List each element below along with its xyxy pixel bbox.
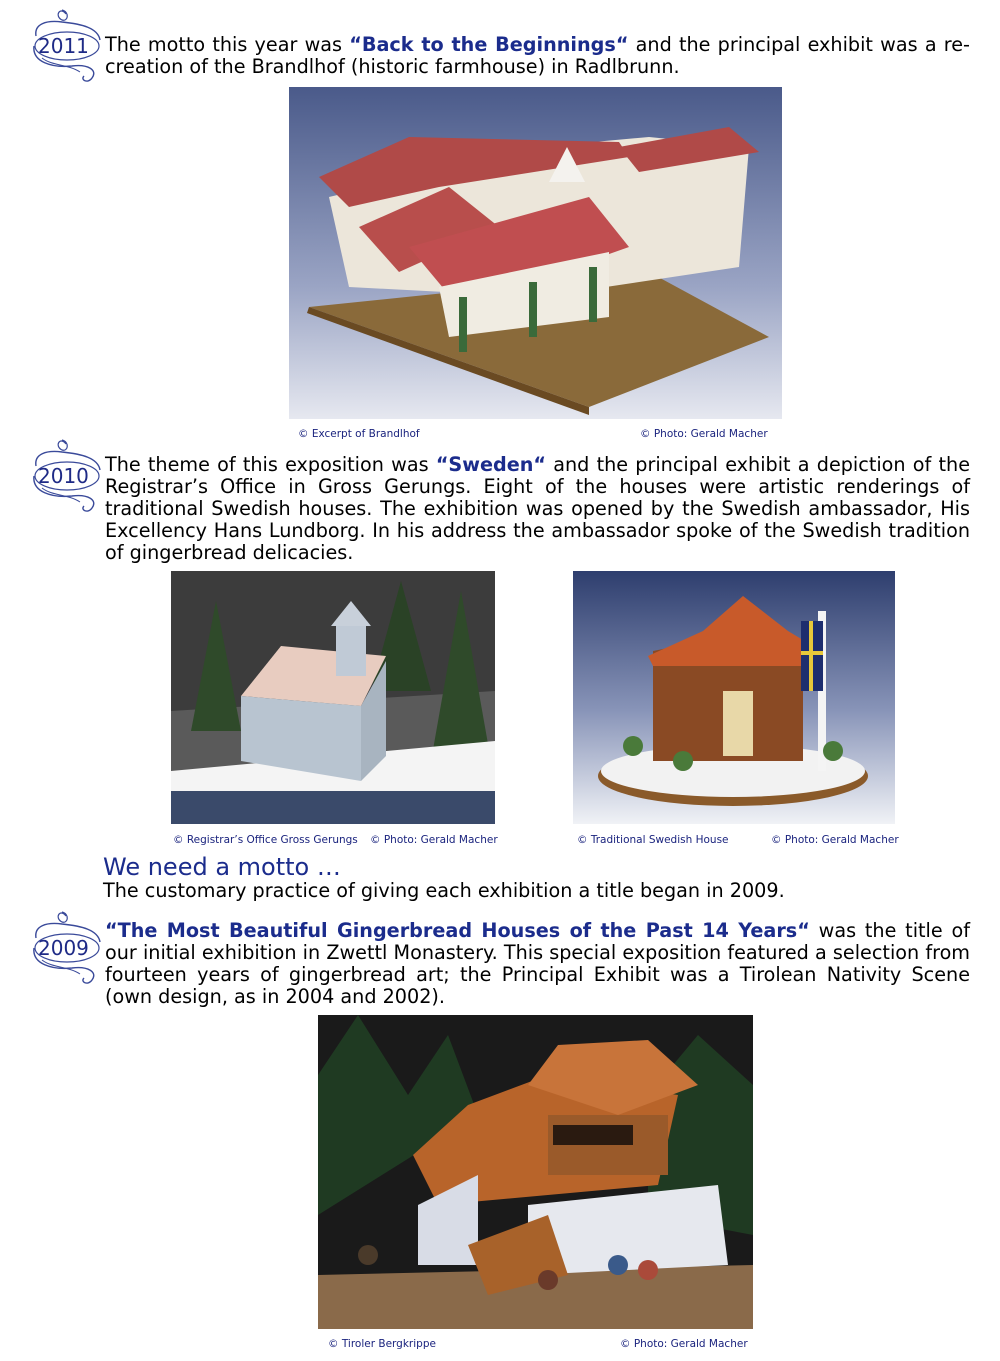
caption-right: © Photo: Gerald Macher <box>771 834 899 846</box>
paragraph-2011 <box>105 34 970 78</box>
photo-registrars-office <box>171 571 495 824</box>
text-pre: The motto this year was <box>105 33 350 56</box>
caption-right: © Photo: Gerald Macher <box>620 1338 748 1350</box>
year-badge-2010 <box>32 436 102 516</box>
text-post: and the principal exhibit was a re-creation of the Brandlhof (historic farmhouse) in Radlbrunn. <box>105 33 970 78</box>
text-post: was the title of our initial exhibition in Zwettl Monastery. This special exposition featured a selection from fourteen years of gingerbread art; the Principal Exhibit was a Tirolean Nativity Scene (own design, as in 2004 and 2002). <box>105 919 970 1008</box>
caption-left: © Traditional Swedish House <box>577 834 729 846</box>
text-pre: The theme of this exposition was <box>105 453 436 476</box>
motto-highlight: “The Most Beautiful Gingerbread Houses of the Past 14 Years“ <box>105 919 810 942</box>
motto-highlight: “Back to the Beginnings“ <box>349 33 629 56</box>
photo-tiroler-bergkrippe <box>318 1015 753 1329</box>
motto-highlight: “Sweden“ <box>435 453 547 476</box>
paragraph-2009 <box>105 920 970 1008</box>
year-label: 2010 <box>38 464 89 488</box>
motto-heading: We need a motto … <box>103 853 341 881</box>
caption-left: © Registrar’s Office Gross Gerungs <box>173 834 358 846</box>
photo-swedish-house <box>573 571 895 824</box>
caption-right: © Photo: Gerald Macher <box>640 428 768 440</box>
year-label: 2011 <box>38 34 89 58</box>
caption-right: © Photo: Gerald Macher <box>370 834 498 846</box>
motto-text: The customary practice of giving each exhibition a title began in 2009. <box>103 879 785 902</box>
photo-brandlhof <box>289 87 782 419</box>
caption-left: © Tiroler Bergkrippe <box>328 1338 436 1350</box>
paragraph-2010 <box>105 454 970 564</box>
year-badge-2011 <box>32 6 102 86</box>
caption-left: © Excerpt of Brandlhof <box>298 428 420 440</box>
text-post: and the principal exhibit a depiction of the Registrar’s Office in Gross Gerungs. Eight of the houses were artistic renderings of traditional Swedish houses. The exhibition was opened by the Swedish ambassador, His Excellency Hans Lundborg. In his address the ambassador spoke of the Swedish tradition of gingerbread delicacies. <box>105 453 971 564</box>
year-badge-2009 <box>32 908 102 988</box>
year-label: 2009 <box>38 936 89 960</box>
